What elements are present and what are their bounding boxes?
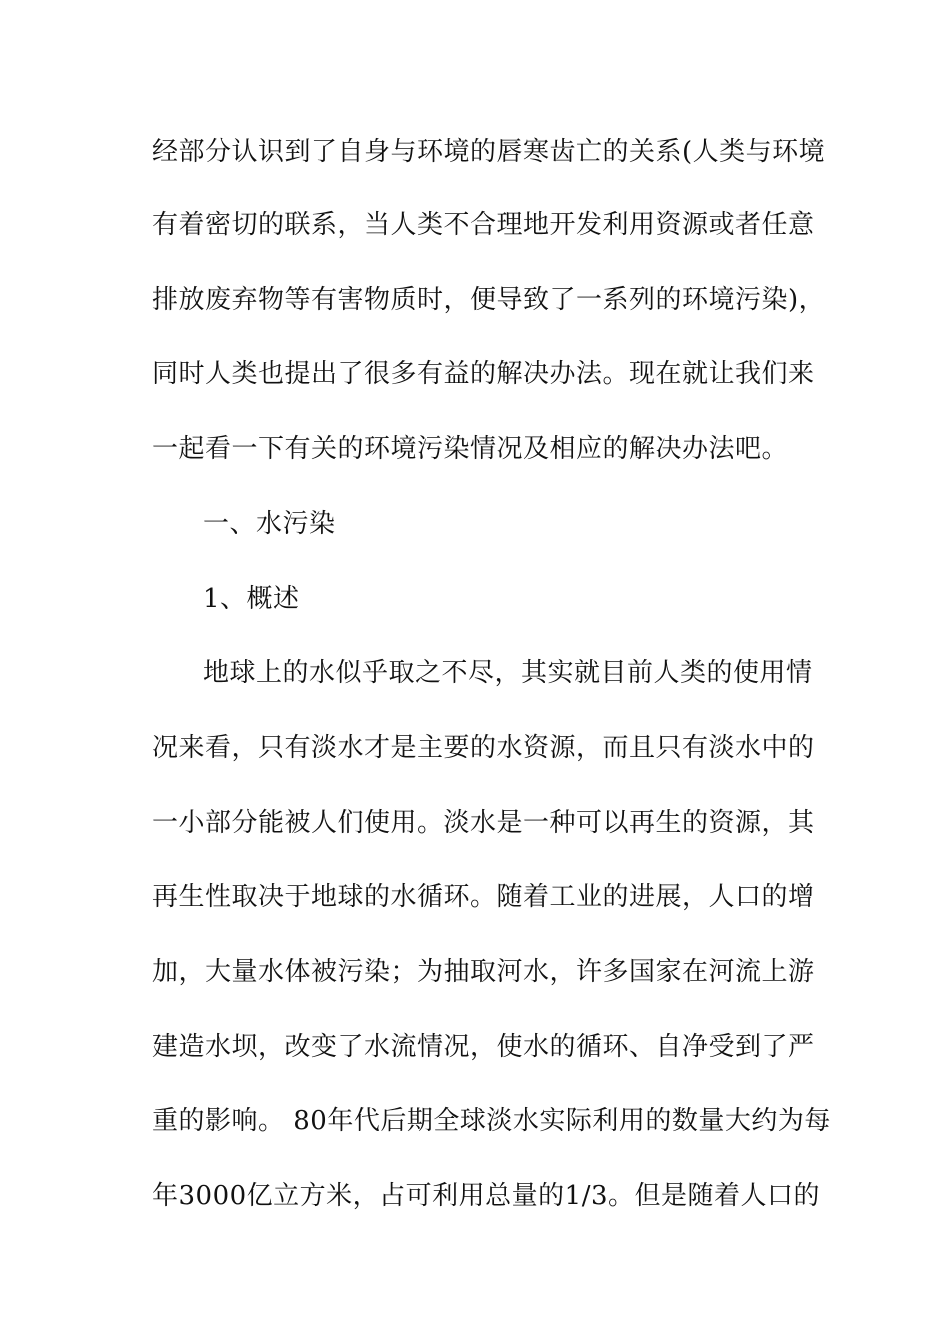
paragraph-line: 一起看一下有关的环境污染情况及相应的解决办法吧。: [152, 434, 789, 464]
paragraph-line: 经部分认识到了自身与环境的唇寒齿亡的关系(人类与环境: [152, 137, 826, 167]
paragraph-line: 地球上的水似乎取之不尽，其实就目前人类的使用情: [203, 658, 813, 688]
paragraph-line: 况来看，只有淡水才是主要的水资源，而且只有淡水中的: [152, 733, 815, 763]
paragraph-line: 加，大量水体被污染；为抽取河水，许多国家在河流上游: [152, 957, 815, 987]
paragraph-line: 同时人类也提出了很多有益的解决办法。现在就让我们来: [152, 359, 815, 389]
paragraph-line: 建造水坝，改变了水流情况，使水的循环、自净受到了严: [152, 1032, 815, 1062]
paragraph-line: 一小部分能被人们使用。淡水是一种可以再生的资源，其: [152, 808, 815, 838]
paragraph-line: 排放废弃物等有害物质时，便导致了一系列的环境污染)，: [152, 285, 826, 315]
subsection-heading: 1、概述: [203, 584, 300, 614]
paragraph-line: 重的影响。 80年代后期全球淡水实际利用的数量大约为每: [152, 1106, 831, 1136]
paragraph-line: 有着密切的联系，当人类不合理地开发利用资源或者任意: [152, 210, 815, 240]
paragraph-line: 再生性取决于地球的水循环。随着工业的进展，人口的增: [152, 882, 815, 912]
paragraph-line: 年3000亿立方米，占可利用总量的1/3。但是随着人口的: [152, 1181, 821, 1211]
section-heading: 一、水污染: [203, 509, 336, 539]
